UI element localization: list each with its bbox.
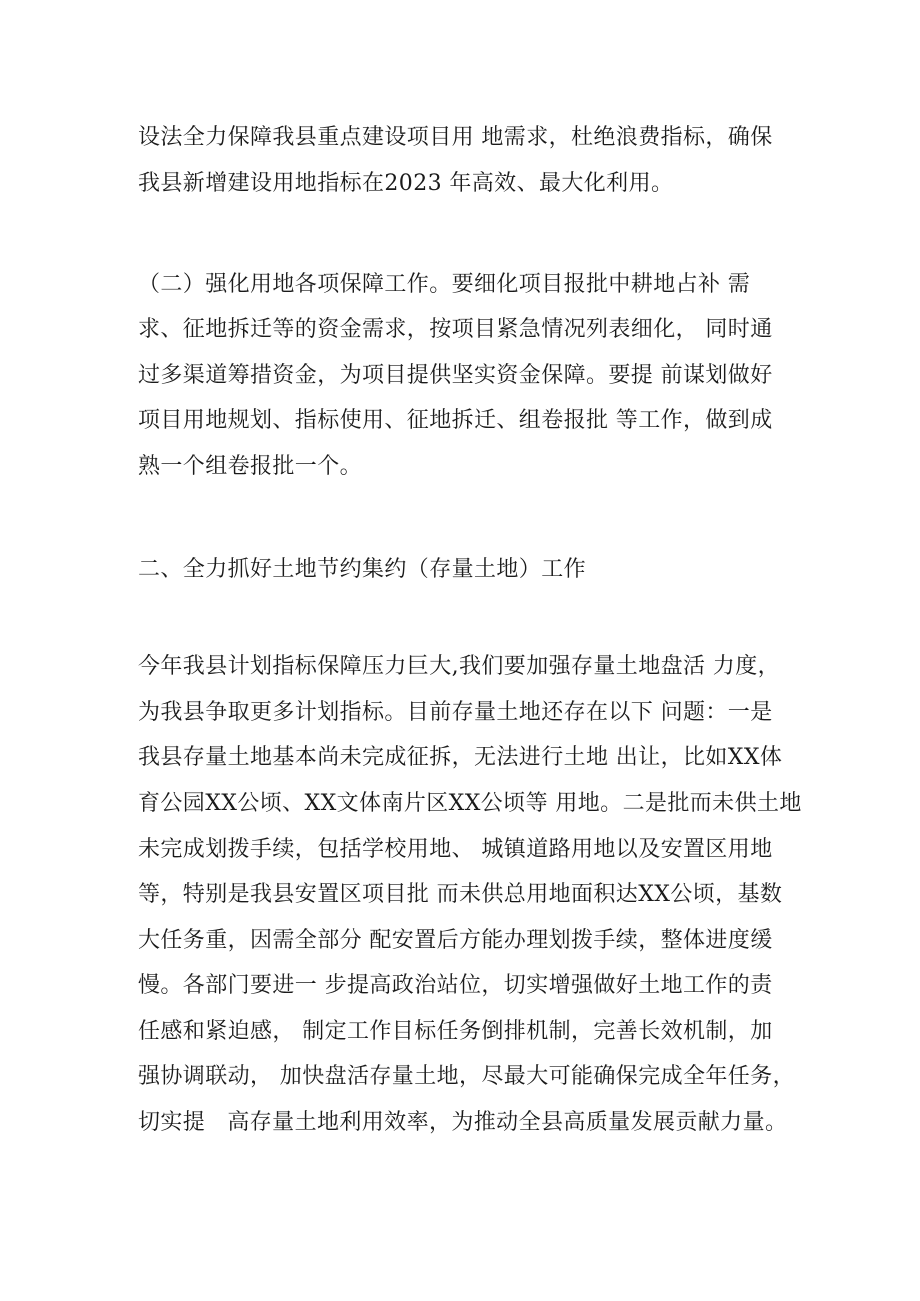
body-line-5: 未完成划拨手续，包括学校用地、 城镇道路用地以及安置区用地: [138, 837, 773, 862]
body-line-6: 等，特别是我县安置区项目批 而未供总用地面积达XX公顷，基数: [138, 882, 783, 907]
section-2-line-2: 求、征地拆迁等的资金需求，按项目紧急情况列表细化， 同时通: [138, 317, 773, 342]
section-2-line-4: 项目用地规划、指标使用、征地拆迁、组卷报批 等工作，做到成: [138, 408, 773, 433]
intro-line-1: 设法全力保障我县重点建设项目用 地需求，杜绝浪费指标，确保: [138, 125, 773, 150]
body-line-4: 育公园XX公顷、XX文体南片区XX公顷等 用地。二是批而未供土地: [138, 791, 802, 816]
section-2-line-1: （二）强化用地各项保障工作。要细化项目报批中耕地占补 需: [138, 272, 751, 297]
body-line-7: 大任务重，因需全部分 配安置后方能办理划拨手续，整体进度缓: [138, 928, 773, 953]
body-line-8: 慢。各部门要进一 步提高政治站位，切实增强做好土地工作的责: [138, 973, 773, 998]
body-line-9: 任感和紧迫感， 制定工作目标任务倒排机制，完善长效机制，加: [138, 1019, 773, 1044]
section-2-line-3: 过多渠道筹措资金，为项目提供坚实资金保障。要提 前谋划做好: [138, 363, 773, 388]
body-line-2: 为我县争取更多计划指标。目前存量土地还存在以下 问题：一是: [138, 700, 773, 725]
heading-section-two: 二、全力抓好土地节约集约（存量土地）工作: [138, 557, 587, 582]
body-line-11: 切实提 高存量土地利用效率，为推动全县高质量发展贡献力量。: [138, 1110, 788, 1135]
section-2-line-5: 熟一个组卷报批一个。: [138, 454, 363, 479]
body-line-10: 强协调联动， 加快盘活存量土地，尽最大可能确保完成全年任务，: [138, 1064, 795, 1089]
intro-line-2: 我县新增建设用地指标在2023 年高效、最大化利用。: [138, 171, 674, 196]
body-line-3: 我县存量土地基本尚未完成征拆，无法进行土地 出让，比如XX体: [138, 745, 783, 770]
body-line-1: 今年我县计划指标保障压力巨大,我们要加强存量土地盘活 力度，: [138, 654, 780, 679]
